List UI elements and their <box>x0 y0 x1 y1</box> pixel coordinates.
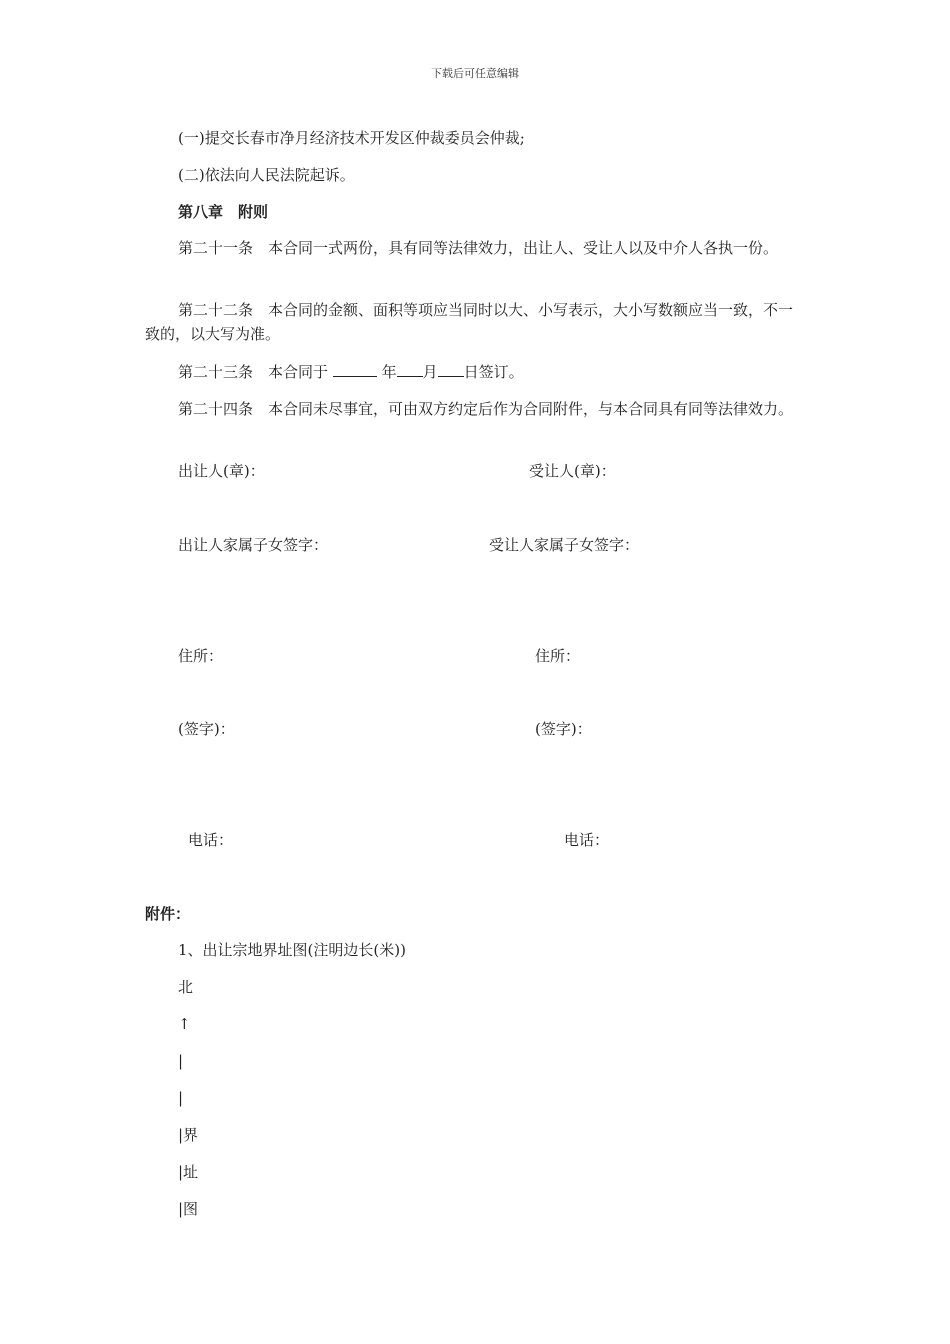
article-22: 第二十二条 本合同的金额、面积等项应当同时以大、小写表示，大小写数额应当一致，不一致的，以大写为准。 <box>145 301 794 343</box>
article-23 <box>178 362 524 382</box>
dispute-option-2: (二)依法向人民法院起诉。 <box>178 166 355 184</box>
chapter-8-heading: 第八章 附则 <box>178 203 269 221</box>
phone-left-label: 电话： <box>188 831 234 849</box>
address-right-label: 住所： <box>535 647 581 665</box>
dispute-option-1: (一)提交长春市净月经济技术开发区仲裁委员会仲裁; <box>178 129 525 147</box>
article-23-prefix: 第二十三条 本合同于 <box>178 363 329 381</box>
map-line: | <box>178 1052 184 1070</box>
article-23-month-label: 月 <box>422 363 438 381</box>
article-23-day-label: 日签订。 <box>463 363 524 381</box>
appendix-heading: 附件： <box>145 905 191 923</box>
transferor-seal-label: 出让人(章)： <box>178 462 265 480</box>
transferee-seal-label: 受让人(章)： <box>529 462 616 480</box>
phone-right-label: 电话： <box>564 831 610 849</box>
article-24: 第二十四条 本合同未尽事宜，可由双方约定后作为合同附件，与本合同具有同等法律效力。 <box>178 400 794 418</box>
transferee-family-sign-label: 受让人家属子女签字： <box>489 536 640 554</box>
day-blank <box>438 362 464 377</box>
address-left-label: 住所： <box>178 647 224 665</box>
sign-right-label: (签字)： <box>535 720 592 738</box>
month-blank <box>397 362 423 377</box>
sign-left-label: (签字)： <box>178 720 235 738</box>
map-north-label: 北 <box>178 978 194 996</box>
page-header-note: 下载后可任意编辑 <box>431 67 519 80</box>
article-23-year-label: 年 <box>381 363 397 381</box>
map-line: |址 <box>178 1163 199 1181</box>
year-blank <box>333 362 377 377</box>
map-line: |图 <box>178 1200 199 1218</box>
north-arrow-icon: ↑ <box>178 1015 191 1033</box>
map-line: | <box>178 1089 184 1107</box>
article-21: 第二十一条 本合同一式两份，具有同等法律效力，出让人、受让人以及中介人各执一份。 <box>178 239 779 257</box>
transferor-family-sign-label: 出让人家属子女签字： <box>178 536 329 554</box>
appendix-item-1: 1、出让宗地界址图(注明边长(米)) <box>178 941 406 959</box>
map-line: |界 <box>178 1126 199 1144</box>
